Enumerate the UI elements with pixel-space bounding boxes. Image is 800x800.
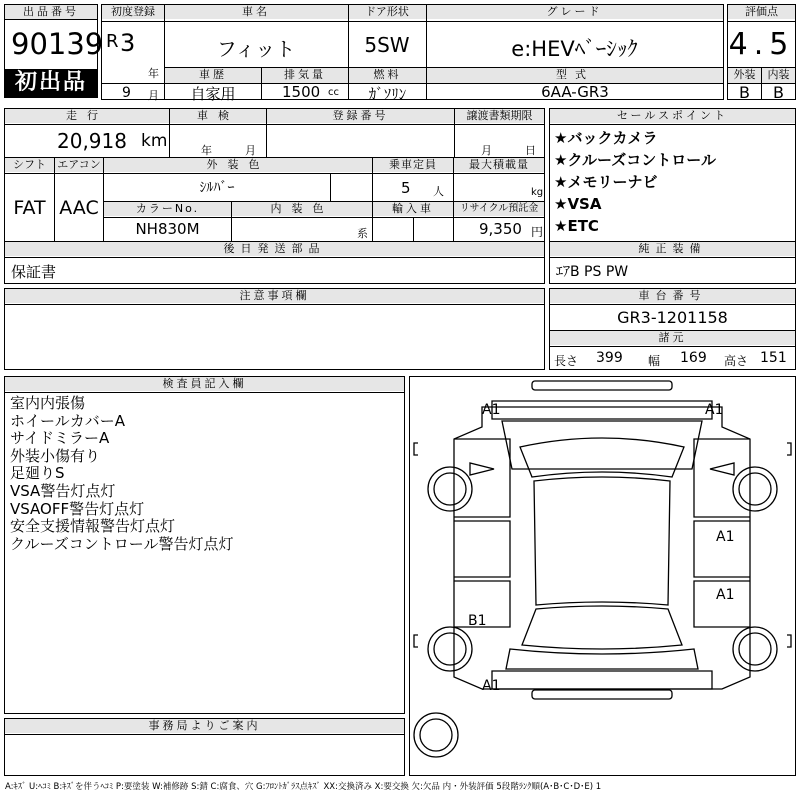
rear-bumper-bar xyxy=(532,690,672,699)
car-name: フィット xyxy=(216,37,296,61)
selling-points-box xyxy=(549,108,796,284)
score-value: 4.5 xyxy=(728,27,795,62)
selling-point: ★クルーズコントロール xyxy=(554,151,716,169)
lot-cell xyxy=(4,4,104,98)
chassis-box xyxy=(549,288,796,370)
tailgate xyxy=(506,649,698,669)
month-value: 9 xyxy=(122,85,131,101)
right-mirror xyxy=(710,463,734,475)
fuel-label: 燃料 xyxy=(349,68,426,83)
capacity-label: 乗車定員 xyxy=(373,158,453,172)
front-bumper-bar xyxy=(532,381,672,390)
inspector-note: サイドミラーA xyxy=(10,429,110,448)
damage-mark: B1 xyxy=(468,613,487,629)
ac-value: AAC xyxy=(59,197,99,219)
height-label: 高さ xyxy=(724,354,749,368)
windshield xyxy=(520,438,684,477)
left-front-door xyxy=(454,521,510,577)
era: R xyxy=(106,31,119,52)
recycle-value: 9,350 xyxy=(479,220,522,238)
car-diagram-box xyxy=(409,376,796,776)
wheel-front-left-inner xyxy=(434,473,466,505)
equipment-label: 純正装備 xyxy=(550,242,795,256)
registration-label: 登録番号 xyxy=(267,109,454,123)
door-value: 5SW xyxy=(364,33,410,57)
selling-points-list xyxy=(554,127,716,237)
roof xyxy=(534,477,670,605)
score-label: 評価点 xyxy=(728,5,795,19)
inspector-note: 安全支援情報警告灯点灯 xyxy=(10,517,176,536)
inspector-note: 足廻りS xyxy=(10,464,65,483)
displacement-unit: cc xyxy=(328,87,339,98)
score-box xyxy=(727,4,796,100)
inspection-year-unit: 年 xyxy=(201,144,212,157)
body-outline xyxy=(454,407,750,689)
width-label: 幅 xyxy=(648,354,661,368)
first-reg-label: 初度登録 xyxy=(102,5,164,19)
notes-box xyxy=(4,288,545,370)
color-no-value: NH830M xyxy=(135,220,200,238)
inspector-note: 外装小傷有り xyxy=(10,446,101,465)
chassis-number: GR3-1201158 xyxy=(617,308,728,327)
height-value: 151 xyxy=(760,350,787,366)
exterior-grade: B xyxy=(739,83,750,102)
notes-label: 注意事項欄 xyxy=(5,289,544,303)
selling-points-label: セールスポイント xyxy=(550,109,795,123)
damage-mark: A1 xyxy=(716,587,735,603)
model-label: 型式 xyxy=(427,68,723,83)
left-bracket-top xyxy=(414,443,418,455)
right-bracket-top xyxy=(787,443,791,455)
damage-mark: A1 xyxy=(482,678,501,694)
mileage-value: 20,918 xyxy=(57,129,127,153)
chassis-label: 車台番号 xyxy=(550,289,795,303)
history-value: 自家用 xyxy=(190,85,236,103)
header-table xyxy=(101,4,724,103)
mileage-label: 走行 xyxy=(5,109,169,123)
inspector-note: VSA警告灯点灯 xyxy=(10,481,116,500)
capacity-value: 5 xyxy=(401,179,411,197)
displacement-label: 排気量 xyxy=(262,68,348,83)
selling-point: ★メモリーナビ xyxy=(554,173,658,191)
fuel-value: ｶﾞｿﾘﾝ xyxy=(368,85,407,103)
damage-mark: A1 xyxy=(482,402,501,418)
inspector-note: ホイールカバーA xyxy=(10,411,125,430)
color-no-label: カラーNo. xyxy=(104,202,231,216)
damage-mark: A1 xyxy=(705,402,724,418)
dims-label: 諸元 xyxy=(550,331,795,345)
grade-label: グレード xyxy=(426,5,723,19)
legend: A:ｷｽﾞ U:ﾍｺﾐ B:ｷｽﾞを伴うﾍｺﾐ P:要塗装 W:補修跡 S:錆 C:腐食、穴 G:ﾌﾛﾝﾄｶﾞﾗｽ点ｷｽﾞ XX:交換済み X:要交換 欠:欠品 内・外装評価 5段階ﾗﾝｸ順(A･B･C･D･E) 1 xyxy=(5,782,602,792)
equipment-value: ｴｱB PS PW xyxy=(556,264,629,280)
inspector-note: VSAOFF警告灯点灯 xyxy=(10,499,145,518)
max-load-label: 最大積載量 xyxy=(454,158,544,172)
car-diagram xyxy=(410,377,795,775)
interior-color-suffix: 系 xyxy=(357,227,368,240)
year-value: 3 xyxy=(120,29,136,57)
exterior-label: 外装 xyxy=(728,68,761,83)
lot-number: 90139 xyxy=(11,27,104,61)
displacement-value: 1500 xyxy=(282,83,321,101)
transfer-month-unit: 月 xyxy=(481,144,492,157)
interior-label: 内装 xyxy=(762,68,795,83)
front-bumper xyxy=(492,401,712,419)
inspector-note: 室内内張傷 xyxy=(10,394,86,412)
length-value: 399 xyxy=(596,350,623,366)
selling-point: ★バックカメラ xyxy=(554,129,658,147)
inspector-box xyxy=(4,376,405,714)
history-label: 車歴 xyxy=(165,68,261,83)
door-label: ドア形状 xyxy=(348,5,426,19)
inspection-label: 車検 xyxy=(170,109,266,123)
model-value: 6AA-GR3 xyxy=(541,83,609,101)
car-name-label: 車名 xyxy=(164,5,348,19)
left-bracket-bottom xyxy=(414,635,418,647)
mileage-unit: km xyxy=(141,131,168,151)
transfer-label: 譲渡書類期限 xyxy=(455,109,544,123)
ac-label: エアコン xyxy=(55,158,103,172)
later-parts-label: 後日発送部品 xyxy=(5,242,544,256)
interior-color-label: 内装色 xyxy=(232,202,372,216)
import-label: 輸入車 xyxy=(373,202,453,216)
interior-grade: B xyxy=(773,83,784,102)
spare-tire-inner xyxy=(420,719,452,751)
wheel-front-right-inner xyxy=(739,473,771,505)
max-load-unit: kg xyxy=(531,187,544,198)
transfer-day-unit: 日 xyxy=(525,144,536,157)
wheel-rear-left-inner xyxy=(434,633,466,665)
width-value: 169 xyxy=(680,350,707,366)
right-bracket-bottom xyxy=(787,635,791,647)
recycle-label: リサイクル預託金 xyxy=(454,202,544,216)
later-parts-value: 保証書 xyxy=(11,263,57,281)
wheel-rear-right-inner xyxy=(739,633,771,665)
inspection-month-unit: 月 xyxy=(245,144,256,157)
office-label: 事務局よりご案内 xyxy=(5,719,404,733)
month-unit: 月 xyxy=(148,89,159,102)
selling-point: ★VSA xyxy=(554,195,602,213)
damage-mark: A1 xyxy=(716,529,735,545)
lot-label: 出品番号 xyxy=(5,5,97,19)
inspector-note: クルーズコントロール警告灯点灯 xyxy=(10,534,234,553)
grade-value: e:HEVﾍﾞｰｼｯｸ xyxy=(511,37,638,61)
shift-label: シフト xyxy=(5,158,54,172)
year-unit: 年 xyxy=(148,67,159,80)
capacity-unit: 人 xyxy=(433,185,444,198)
recycle-unit: 円 xyxy=(531,225,544,239)
exterior-color-label: 外装色 xyxy=(104,158,372,172)
inspector-notes xyxy=(10,395,234,553)
right-front-fender xyxy=(694,439,750,517)
left-mirror xyxy=(470,463,494,475)
rear-bumper xyxy=(492,671,712,689)
details-table xyxy=(4,108,545,284)
office-box xyxy=(4,718,405,776)
length-label: 長さ xyxy=(554,354,579,368)
first-listing-badge: 初出品 xyxy=(5,69,97,97)
shift-value: FAT xyxy=(13,197,46,219)
inspector-label: 検査員記入欄 xyxy=(5,377,404,391)
rear-window xyxy=(522,606,682,649)
exterior-color-value: ｼﾙﾊﾞｰ xyxy=(199,180,235,196)
selling-point: ★ETC xyxy=(554,217,599,235)
